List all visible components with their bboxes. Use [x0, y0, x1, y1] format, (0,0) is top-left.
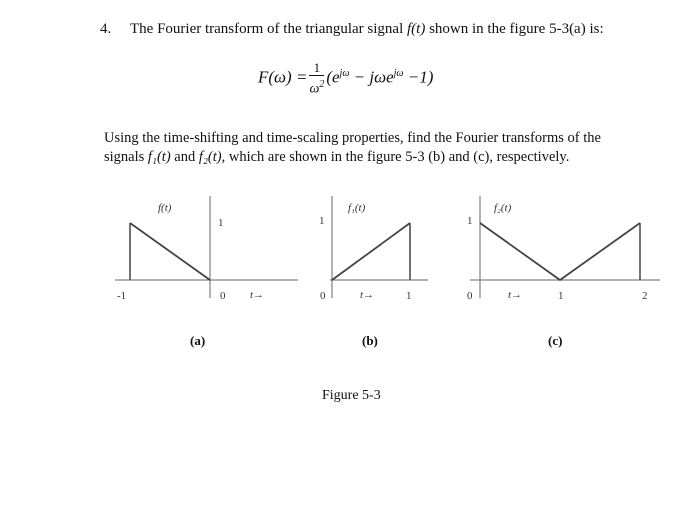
question-signal: f(t)	[407, 21, 426, 37]
paragraph-line-2a: signals	[104, 149, 148, 165]
panel-b-tick-0: 0	[320, 290, 326, 302]
formula-denominator-exp: 2	[319, 79, 325, 90]
formula-lhs: F(ω) =	[258, 67, 308, 87]
panel-c-amplitude-label: 1	[467, 215, 473, 227]
formula-close: −1)	[403, 67, 434, 87]
panel-c-axis-label: t→	[508, 289, 523, 301]
formula-denominator-base: ω	[309, 81, 320, 97]
panel-a-amplitude-label: 1	[218, 217, 224, 229]
panel-b-amplitude-label: 1	[319, 215, 325, 227]
figure-caption: Figure 5-3	[322, 388, 381, 403]
panel-b	[319, 196, 428, 348]
panel-a	[115, 196, 298, 348]
question-number: 4.	[100, 21, 112, 37]
question-text-before: The Fourier transform of the triangular signal	[130, 21, 408, 37]
paragraph-line-2c: , which are shown in the figure 5-3 (b) and (c), respectively.	[221, 149, 570, 165]
panel-b-func-label: f₁(t)	[348, 202, 366, 214]
panel-a-tick-0: 0	[220, 290, 226, 302]
panel-c	[467, 196, 660, 348]
panel-c-func-label: f₂(t)	[494, 202, 512, 214]
formula-open: (e	[326, 67, 340, 87]
panel-c-sublabel: (c)	[548, 333, 563, 348]
paragraph-f2: f₂(t)	[198, 149, 222, 165]
panel-c-tick-1: 1	[558, 290, 564, 302]
question-text-after: shown in the figure 5-3(a) is:	[425, 21, 604, 37]
panel-a-axis-label: t→	[250, 289, 265, 301]
formula-numerator: 1	[309, 60, 324, 76]
paragraph-f1: f₁(t)	[147, 149, 171, 165]
panel-b-tick-1: 1	[406, 290, 412, 302]
panel-a-signal-curve	[130, 223, 210, 280]
panel-a-func-label: f(t)	[158, 202, 172, 214]
formula-mid: − jωe	[349, 67, 394, 87]
panel-c-signal-curve	[480, 223, 640, 280]
panel-c-tick-0: 0	[467, 290, 473, 302]
paragraph-line-1: Using the time-shifting and time-scaling properties, find the Fourier transforms of the	[104, 130, 601, 146]
panel-a-sublabel: (a)	[190, 333, 206, 348]
formula-exp1: jω	[339, 68, 350, 80]
panel-c-tick-2: 2	[642, 290, 648, 302]
paragraph-line-2b: and	[170, 149, 199, 165]
panel-a-tick-minus1: -1	[117, 290, 127, 302]
panel-b-signal-curve	[332, 223, 410, 280]
panel-b-sublabel: (b)	[362, 333, 378, 348]
panel-b-axis-label: t→	[360, 289, 375, 301]
formula-exp2: jω	[393, 68, 404, 80]
